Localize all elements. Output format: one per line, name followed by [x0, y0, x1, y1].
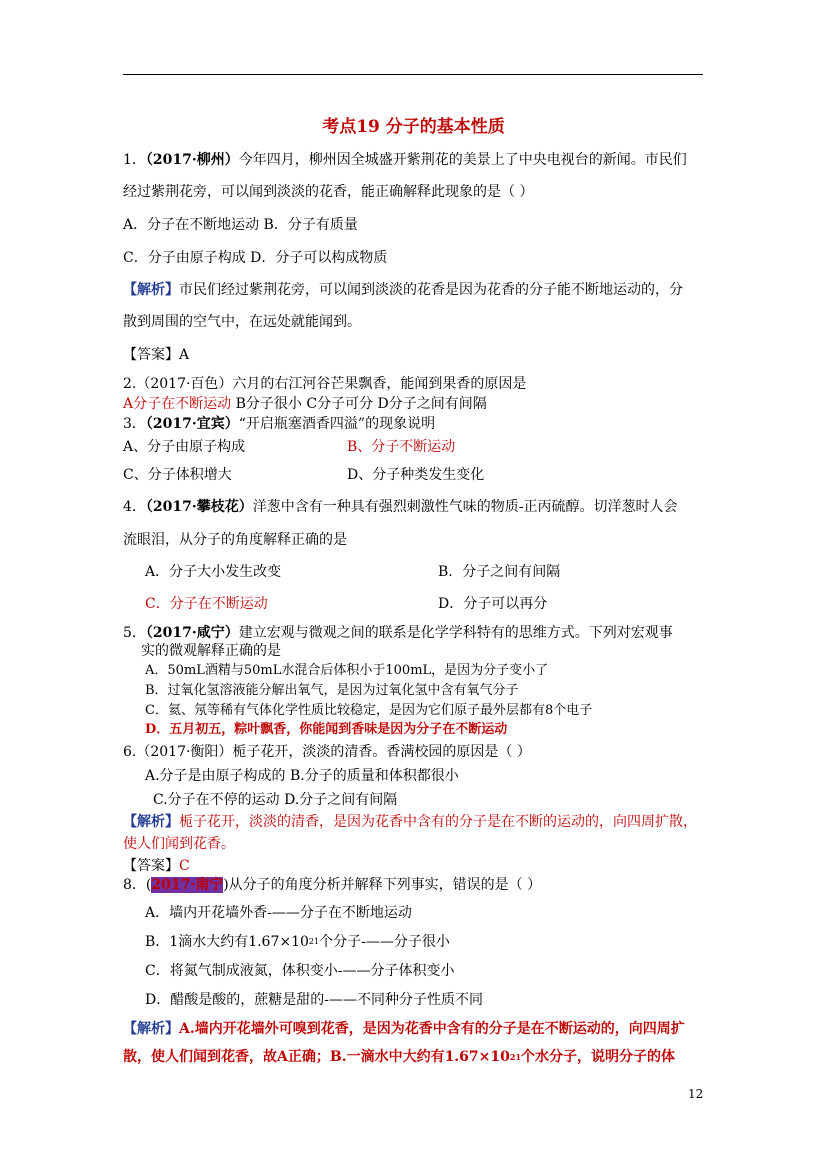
q4-line2: 流眼泪，从分子的角度解释正确的是	[123, 532, 347, 548]
q6-analysis-line1	[123, 812, 697, 832]
q3-text: “开启瓶塞酒香四溢”的现象说明	[238, 416, 436, 432]
q5-number: 5．	[123, 625, 146, 641]
q5-option-a: A．50mL酒精与50mL水混合后体积小于100mL，是因为分子变小了	[145, 663, 549, 678]
q3-source: （2017·宜宾）	[145, 416, 239, 432]
q1-analysis-line1	[123, 280, 683, 300]
q6-answer-tag: 【答案】	[123, 858, 179, 874]
q5-text-a: 建立宏观与微观之间的联系是化学学科特有的思维方式。下列对宏观事	[238, 625, 673, 641]
q8-stem	[123, 875, 541, 895]
q6-stem: 6.（2017·衡阳）栀子花开，淡淡的清香。香满校园的原因是（ ）	[123, 744, 531, 760]
q6-options-ab: A.分子是由原子构成的 B.分子的质量和体积都很小	[145, 768, 459, 784]
q3-option-d: D、分子种类发生变化	[347, 467, 485, 483]
q1-line2: 经过紫荆花旁，可以闻到淡淡的花香，能正确解释此现象的是（ ）	[123, 184, 534, 200]
q1-line1	[123, 150, 687, 170]
header-rule	[123, 74, 703, 75]
q6-analysis-a: 栀子花开，淡淡的清香，是因为花香中含有的分子是在不断的运动的，向四周扩散，	[179, 814, 697, 830]
q5-line2: 实的微观解释正确的是	[141, 643, 281, 659]
q4-text-a: 洋葱中含有一种具有强烈刺激性气味的物质-正丙硫醇。切洋葱时人会	[252, 499, 678, 515]
q1-analysis-a: 市民们经过紫荆花旁，可以闻到淡淡的花香是因为花香的分子能不断地运动的，分	[179, 282, 683, 298]
q8-analysis-line1	[123, 1019, 685, 1039]
q3-option-a: A、分子由原子构成	[123, 439, 246, 455]
q8-option-c: C．将氮气制成液氮，体积变小-——分子体积变小	[145, 963, 455, 979]
q2-options-rest: B分子很小 C分子可分 D分子之间有间隔	[231, 396, 487, 412]
q3-number: 3．	[123, 416, 146, 432]
q8-option-a: A．墙内开花墙外香-——分子在不断地运动	[145, 905, 412, 921]
q6-analysis-tag: 【解析】	[123, 814, 179, 830]
q4-option-d: D．分子可以再分	[438, 596, 548, 612]
q8-analysis-b-exponent: 21	[509, 1052, 522, 1062]
q5-option-d: D．五月初五，粽叶飘香，你能闻到香味是因为分子在不断运动	[145, 722, 508, 737]
q1-source: （2017·柳州）	[145, 152, 239, 168]
q3-option-b: B、分子不断运动	[347, 439, 456, 455]
q5-option-c: C．氦、氖等稀有气体化学性质比较稳定，是因为它们原子最外层都有8个电子	[145, 703, 593, 718]
q8-option-b-pre: B．1滴水大约有1.67×10	[145, 934, 309, 950]
q8-analysis-tag: 【解析】	[123, 1021, 179, 1037]
q6-analysis-line2: 使人们闻到花香。	[123, 836, 235, 852]
q2-stem: 2.（2017·百色）六月的右江河谷芒果飘香，能闻到果香的原因是	[123, 376, 527, 392]
q8-number: 8．(	[123, 877, 152, 893]
q8-analysis-b-pre: 散，使人们闻到花香，故A正确；B.一滴水中大约有1.67×10	[123, 1049, 510, 1065]
q1-options-ab: A．分子在不断地运动 B．分子有质量	[123, 217, 358, 233]
q2-option-a: A分子在不断运动	[123, 396, 232, 412]
q6-answer	[123, 856, 190, 876]
q8-analysis-a: A.墙内开花墙外可嗅到花香，是因为花香中含有的分子是在不断运动的，向四周扩	[179, 1021, 685, 1037]
q8-option-b	[145, 932, 450, 952]
q6-options-cd: C.分子在不停的运动 D.分子之间有间隔	[153, 792, 398, 808]
q4-source: （2017·攀枝花）	[145, 499, 253, 515]
q1-text-a: 今年四月，柳州因全城盛开紫荆花的美景上了中央电视台的新闻。市民们	[238, 152, 687, 168]
q4-option-a: A．分子大小发生改变	[145, 564, 282, 580]
q5-source: （2017·咸宁）	[145, 625, 239, 641]
q1-analysis-line2: 散到周围的空气中，在远处就能闻到。	[123, 314, 361, 330]
q1-options-cd: C．分子由原子构成 D．分子可以构成物质	[123, 250, 388, 266]
q8-option-d: D．醋酸是酸的，蔗糖是甜的-——不同种分子性质不同	[145, 992, 483, 1008]
page-number: 12	[688, 1087, 704, 1101]
q4-line1	[123, 497, 678, 517]
q8-analysis-b-post: 个水分子，说明分子的体	[521, 1049, 676, 1065]
q1-number: 1．	[123, 152, 146, 168]
q8-source: 2017·南宁	[151, 877, 224, 893]
q5-option-b: B．过氧化氢溶液能分解出氧气，是因为过氧化氢中含有氧气分子	[145, 683, 519, 698]
q4-number: 4．	[123, 499, 146, 515]
q8-analysis-line2	[123, 1047, 675, 1067]
q2-options	[123, 394, 487, 414]
q6-answer-value: C	[179, 858, 190, 874]
q3-option-c: C、分子体积增大	[123, 467, 232, 483]
q8-option-b-post: 个分子-——分子很小	[319, 934, 450, 950]
q3-stem	[123, 414, 435, 434]
page-title: 考点19 分子的基本性质	[322, 117, 505, 137]
q5-line1	[123, 623, 673, 643]
q1-analysis-tag: 【解析】	[123, 282, 179, 298]
q8-text: )从分子的角度分析并解释下列事实，错误的是（ ）	[223, 877, 542, 893]
q4-option-b: B．分子之间有间隔	[438, 564, 561, 580]
q1-answer: 【答案】A	[123, 347, 190, 363]
q8-option-b-exponent: 21	[308, 937, 320, 946]
q4-option-c: C．分子在不断运动	[145, 596, 268, 612]
